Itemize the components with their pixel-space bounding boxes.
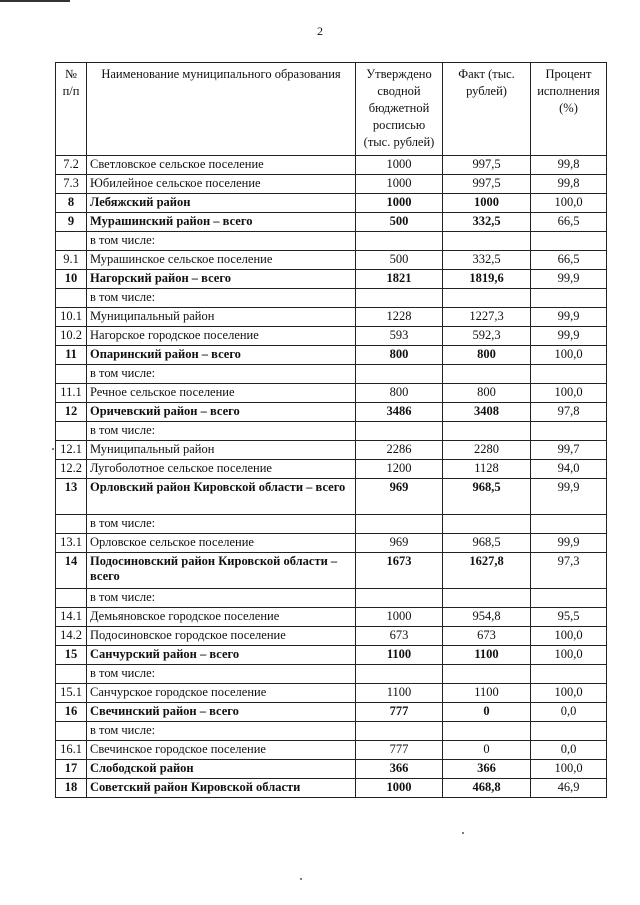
cell-fact: 1627,8	[443, 553, 531, 589]
table-row	[56, 156, 607, 175]
cell-num: 9.1	[56, 251, 87, 270]
cell-percent: 66,5	[531, 213, 607, 232]
cell-fact	[443, 589, 531, 608]
cell-approved: 777	[356, 703, 443, 722]
cell-fact	[443, 722, 531, 741]
cell-approved: 1100	[356, 684, 443, 703]
cell-num: 16.1	[56, 741, 87, 760]
cell-fact: 468,8	[443, 779, 531, 798]
cell-num: 14.2	[56, 627, 87, 646]
cell-fact	[443, 232, 531, 251]
cell-num	[56, 665, 87, 684]
header-name: Наименование муниципального образования	[87, 63, 356, 156]
cell-name: в том числе:	[87, 722, 356, 741]
cell-approved: 366	[356, 760, 443, 779]
cell-fact: 332,5	[443, 213, 531, 232]
scan-speck	[52, 448, 54, 450]
cell-percent: 99,9	[531, 327, 607, 346]
cell-name: Оричевский район – всего	[87, 403, 356, 422]
cell-fact	[443, 289, 531, 308]
cell-approved	[356, 232, 443, 251]
cell-percent: 100,0	[531, 384, 607, 403]
cell-name: Свечинское городское поселение	[87, 741, 356, 760]
cell-fact: 332,5	[443, 251, 531, 270]
cell-num	[56, 365, 87, 384]
cell-num	[56, 722, 87, 741]
cell-approved: 1200	[356, 460, 443, 479]
cell-percent: 99,9	[531, 270, 607, 289]
cell-approved	[356, 515, 443, 534]
cell-percent: 46,9	[531, 779, 607, 798]
cell-percent	[531, 665, 607, 684]
table-row	[56, 441, 607, 460]
cell-name: Орловский район Кировской области – всего	[87, 479, 356, 515]
table-row	[56, 553, 607, 589]
cell-fact	[443, 515, 531, 534]
cell-approved: 1821	[356, 270, 443, 289]
cell-fact: 1128	[443, 460, 531, 479]
cell-percent: 0,0	[531, 703, 607, 722]
cell-num	[56, 515, 87, 534]
cell-approved: 1000	[356, 156, 443, 175]
cell-fact: 592,3	[443, 327, 531, 346]
cell-num: 13.1	[56, 534, 87, 553]
cell-percent: 100,0	[531, 346, 607, 365]
cell-percent: 99,9	[531, 479, 607, 515]
cell-percent	[531, 365, 607, 384]
table-row	[56, 308, 607, 327]
cell-percent: 97,3	[531, 553, 607, 589]
cell-num	[56, 289, 87, 308]
cell-approved: 500	[356, 251, 443, 270]
cell-num	[56, 232, 87, 251]
table-row	[56, 646, 607, 665]
cell-num: 12.1	[56, 441, 87, 460]
cell-name: Слободской район	[87, 760, 356, 779]
cell-percent: 94,0	[531, 460, 607, 479]
table-subheading-row	[56, 365, 607, 384]
table-row	[56, 534, 607, 553]
header-num: № п/п	[56, 63, 87, 156]
cell-name: Подосиновский район Кировской области – всего	[87, 553, 356, 589]
cell-fact: 1227,3	[443, 308, 531, 327]
scan-speck	[300, 878, 302, 880]
cell-name: Мурашинский район – всего	[87, 213, 356, 232]
cell-num: 14	[56, 553, 87, 589]
cell-fact: 1100	[443, 646, 531, 665]
cell-fact: 1000	[443, 194, 531, 213]
cell-percent: 0,0	[531, 741, 607, 760]
cell-num: 14.1	[56, 608, 87, 627]
cell-fact: 3408	[443, 403, 531, 422]
cell-num: 10	[56, 270, 87, 289]
cell-num: 16	[56, 703, 87, 722]
cell-fact	[443, 665, 531, 684]
cell-num: 15	[56, 646, 87, 665]
cell-approved: 2286	[356, 441, 443, 460]
cell-name: Лугоболотное сельское поселение	[87, 460, 356, 479]
cell-approved	[356, 289, 443, 308]
cell-name: Свечинский район – всего	[87, 703, 356, 722]
cell-num: 7.2	[56, 156, 87, 175]
table-subheading-row	[56, 665, 607, 684]
cell-name: Орловское сельское поселение	[87, 534, 356, 553]
cell-name: Советский район Кировской области	[87, 779, 356, 798]
header-percent: Процент исполнения (%)	[531, 63, 607, 156]
cell-approved: 1000	[356, 779, 443, 798]
cell-num: 9	[56, 213, 87, 232]
cell-approved	[356, 365, 443, 384]
cell-num: 7.3	[56, 175, 87, 194]
cell-approved: 673	[356, 627, 443, 646]
cell-name: Муниципальный район	[87, 308, 356, 327]
cell-approved: 1000	[356, 175, 443, 194]
table-row	[56, 479, 607, 515]
budget-table	[55, 62, 607, 798]
table-subheading-row	[56, 232, 607, 251]
cell-name: в том числе:	[87, 289, 356, 308]
cell-approved: 1673	[356, 553, 443, 589]
cell-percent: 99,8	[531, 175, 607, 194]
cell-approved: 800	[356, 384, 443, 403]
cell-fact: 2280	[443, 441, 531, 460]
cell-num: 11.1	[56, 384, 87, 403]
header-approved: Утверждено сводной бюджетной росписью (тыс. рублей)	[356, 63, 443, 156]
cell-percent: 99,9	[531, 308, 607, 327]
cell-num: 8	[56, 194, 87, 213]
cell-name: Опаринский район – всего	[87, 346, 356, 365]
table-row	[56, 684, 607, 703]
cell-approved: 593	[356, 327, 443, 346]
cell-fact: 1819,6	[443, 270, 531, 289]
cell-num: 17	[56, 760, 87, 779]
cell-name: Речное сельское поселение	[87, 384, 356, 403]
table-row	[56, 741, 607, 760]
table-row	[56, 384, 607, 403]
cell-fact: 968,5	[443, 479, 531, 515]
table-row	[56, 346, 607, 365]
cell-fact: 997,5	[443, 156, 531, 175]
cell-percent: 100,0	[531, 646, 607, 665]
table-subheading-row	[56, 722, 607, 741]
cell-percent: 97,8	[531, 403, 607, 422]
cell-percent: 100,0	[531, 194, 607, 213]
cell-percent	[531, 589, 607, 608]
cell-num: 13	[56, 479, 87, 515]
cell-fact: 997,5	[443, 175, 531, 194]
cell-name: Лебяжский район	[87, 194, 356, 213]
table-subheading-row	[56, 422, 607, 441]
cell-percent	[531, 289, 607, 308]
cell-percent: 100,0	[531, 760, 607, 779]
cell-name: Нагорский район – всего	[87, 270, 356, 289]
cell-name: Подосиновское городское поселение	[87, 627, 356, 646]
cell-name: в том числе:	[87, 589, 356, 608]
table-subheading-row	[56, 289, 607, 308]
cell-approved: 800	[356, 346, 443, 365]
scan-speck	[462, 832, 464, 834]
cell-percent	[531, 515, 607, 534]
table-row	[56, 779, 607, 798]
table-row	[56, 460, 607, 479]
cell-fact: 1100	[443, 684, 531, 703]
cell-name: в том числе:	[87, 515, 356, 534]
cell-name: в том числе:	[87, 422, 356, 441]
cell-approved: 1228	[356, 308, 443, 327]
cell-name: Юбилейное сельское поселение	[87, 175, 356, 194]
cell-fact: 366	[443, 760, 531, 779]
cell-name: Санчурское городское поселение	[87, 684, 356, 703]
page-number: 2	[317, 24, 323, 38]
table-row	[56, 608, 607, 627]
cell-name: Светловское сельское поселение	[87, 156, 356, 175]
cell-approved	[356, 722, 443, 741]
table-header-row	[56, 63, 607, 156]
cell-approved: 1000	[356, 608, 443, 627]
cell-approved: 3486	[356, 403, 443, 422]
table-body	[56, 156, 607, 798]
cell-name: Мурашинское сельское поселение	[87, 251, 356, 270]
cell-name: в том числе:	[87, 365, 356, 384]
cell-percent: 100,0	[531, 684, 607, 703]
cell-fact	[443, 422, 531, 441]
cell-approved	[356, 589, 443, 608]
cell-num: 15.1	[56, 684, 87, 703]
cell-approved: 500	[356, 213, 443, 232]
cell-percent: 100,0	[531, 627, 607, 646]
cell-percent: 99,9	[531, 534, 607, 553]
cell-approved: 969	[356, 534, 443, 553]
cell-num: 12	[56, 403, 87, 422]
table-row	[56, 760, 607, 779]
cell-fact: 673	[443, 627, 531, 646]
cell-percent: 95,5	[531, 608, 607, 627]
cell-percent	[531, 722, 607, 741]
cell-approved	[356, 665, 443, 684]
cell-percent: 99,8	[531, 156, 607, 175]
cell-name: Муниципальный район	[87, 441, 356, 460]
cell-num: 10.1	[56, 308, 87, 327]
table-row	[56, 327, 607, 346]
cell-percent	[531, 232, 607, 251]
cell-num: 12.2	[56, 460, 87, 479]
cell-percent: 99,7	[531, 441, 607, 460]
cell-fact	[443, 365, 531, 384]
cell-approved: 1100	[356, 646, 443, 665]
table-row	[56, 627, 607, 646]
header-fact: Факт (тыс. рублей)	[443, 63, 531, 156]
cell-fact: 800	[443, 384, 531, 403]
table-row	[56, 213, 607, 232]
table-subheading-row	[56, 515, 607, 534]
cell-num: 18	[56, 779, 87, 798]
cell-approved: 969	[356, 479, 443, 515]
cell-name: в том числе:	[87, 232, 356, 251]
cell-name: Нагорское городское поселение	[87, 327, 356, 346]
cell-num: 10.2	[56, 327, 87, 346]
table-row	[56, 194, 607, 213]
cell-num	[56, 589, 87, 608]
cell-fact: 954,8	[443, 608, 531, 627]
cell-name: в том числе:	[87, 665, 356, 684]
table-row	[56, 270, 607, 289]
cell-fact: 968,5	[443, 534, 531, 553]
cell-name: Демьяновское городское поселение	[87, 608, 356, 627]
cell-fact: 0	[443, 741, 531, 760]
cell-name: Санчурский район – всего	[87, 646, 356, 665]
table-row	[56, 251, 607, 270]
cell-fact: 0	[443, 703, 531, 722]
table-subheading-row	[56, 589, 607, 608]
cell-fact: 800	[443, 346, 531, 365]
table-row	[56, 175, 607, 194]
cell-num	[56, 422, 87, 441]
cell-approved: 1000	[356, 194, 443, 213]
table-row	[56, 403, 607, 422]
cell-percent	[531, 422, 607, 441]
top-rule	[0, 0, 70, 2]
cell-num: 11	[56, 346, 87, 365]
table-row	[56, 703, 607, 722]
cell-percent: 66,5	[531, 251, 607, 270]
cell-approved: 777	[356, 741, 443, 760]
cell-approved	[356, 422, 443, 441]
